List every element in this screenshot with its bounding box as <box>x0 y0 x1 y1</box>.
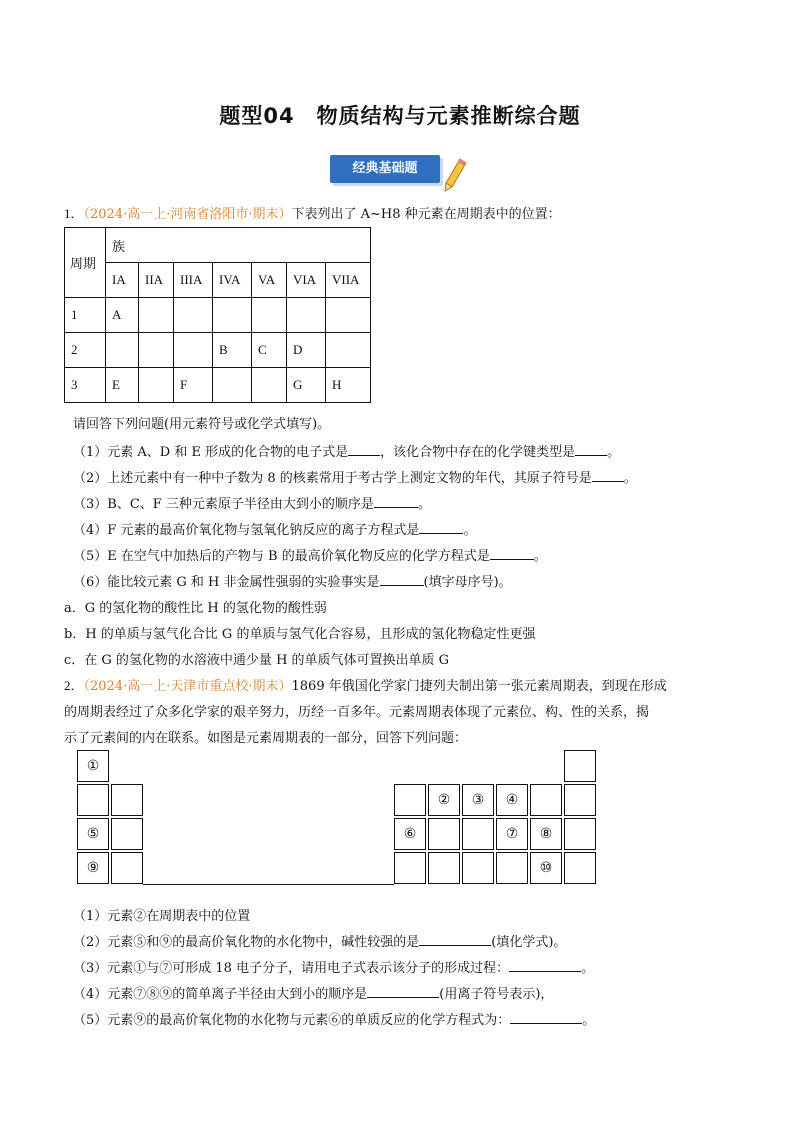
q1-option-b: b．H 的单质与氢气化合比 G 的单质与氢气化合容易，且形成的氢化物稳定性更强 <box>64 627 536 642</box>
element-cell: ⑨ <box>77 852 109 884</box>
element-cell <box>287 298 326 333</box>
group-cell: IIIA <box>174 263 213 298</box>
element-cell <box>174 333 213 368</box>
element-cell <box>530 784 562 816</box>
q1-sub3: （3）B、C、F 三种元素原子半径由大到小的顺序是 。 <box>73 497 431 512</box>
q2-source: （2024·高一上·天津市重点校·期末） <box>83 679 292 694</box>
answer-blank <box>592 469 624 482</box>
q1-periodic-table <box>64 227 371 403</box>
element-cell <box>564 750 596 782</box>
group-cell: IIA <box>139 263 174 298</box>
period-header: 周期 <box>65 228 106 298</box>
badge-label: 经典基础题 <box>330 155 440 183</box>
element-cell: ⑥ <box>394 818 426 850</box>
group-cell: IA <box>106 263 139 298</box>
element-cell <box>213 368 252 403</box>
element-cell <box>564 852 596 884</box>
q2-periodic-table-fragment <box>77 750 599 885</box>
element-cell: H <box>326 368 371 403</box>
element-cell: ③ <box>462 784 494 816</box>
group-cell: VIIA <box>326 263 371 298</box>
group-row <box>65 263 371 298</box>
q1-instruction: 请回答下列问题(用元素符号或化学式填写)。 <box>73 417 331 432</box>
element-cell: E <box>106 368 139 403</box>
q1-header: 1．（2024·高一上·河南省洛阳市·期末）下表列出了 A~H8 种元素在周期表中的位置： <box>64 206 561 222</box>
q2-header: 2．（2024·高一上·天津市重点校·期末）1869 年俄国化学家门捷列夫制出第一张元素周期表，到现在形成 <box>64 678 667 694</box>
pencil-icon <box>442 157 468 193</box>
element-cell: ① <box>77 750 109 782</box>
table-row <box>65 333 371 368</box>
element-cell: C <box>252 333 287 368</box>
element-cell <box>174 298 213 333</box>
period-cell: 2 <box>65 333 106 368</box>
q1-option-c: c．在 G 的氢化物的水溶液中通少量 H 的单质气体可置换出单质 G <box>64 653 450 668</box>
element-cell <box>394 784 426 816</box>
table-baseline <box>143 884 394 885</box>
element-cell: ⑧ <box>530 818 562 850</box>
answer-blank <box>490 547 534 560</box>
q1-sub6: （6）能比较元素 G 和 H 非金属性强弱的实验事实是 (填字母序号)。 <box>73 575 512 590</box>
period-cell: 3 <box>65 368 106 403</box>
element-cell <box>326 298 371 333</box>
element-cell <box>139 298 174 333</box>
section-badge <box>330 155 480 195</box>
answer-blank <box>510 1011 582 1024</box>
q1-intro: 下表列出了 A~H8 种元素在周期表中的位置： <box>291 207 561 222</box>
element-cell: ⑦ <box>496 818 528 850</box>
q2-sub3: （3）元素①与⑦可形成 18 电子分子，请用电子式表示该分子的形成过程： 。 <box>73 961 595 976</box>
q2-intro-line2: 的周期表经过了众多化学家的艰辛努力，历经一百多年。元素周期表体现了元素位、构、性的关系，揭 <box>64 705 650 720</box>
element-cell <box>139 333 174 368</box>
group-header: 族 <box>106 228 371 263</box>
element-cell: ④ <box>496 784 528 816</box>
answer-blank <box>419 933 491 946</box>
q1-sub2: （2）上述元素中有一种中子数为 8 的核素常用于考古学上测定文物的年代，其原子符号是 。 <box>73 471 637 486</box>
group-cell: VA <box>252 263 287 298</box>
element-cell <box>139 368 174 403</box>
q2-sub1: （1）元素②在周期表中的位置 <box>73 909 251 924</box>
element-cell <box>326 333 371 368</box>
group-cell: VIA <box>287 263 326 298</box>
answer-blank <box>348 443 380 456</box>
group-cell: IVA <box>213 263 252 298</box>
answer-blank <box>374 495 418 508</box>
page-title: 题型04 物质结构与元素推断综合题 <box>219 104 581 128</box>
element-cell: F <box>174 368 213 403</box>
answer-blank <box>419 521 463 534</box>
answer-blank <box>380 573 424 586</box>
element-cell <box>77 784 109 816</box>
element-cell: ⑩ <box>530 852 562 884</box>
q1-sub5: （5）E 在空气中加热后的产物与 B 的最高价氧化物反应的化学方程式是 。 <box>73 549 547 564</box>
element-cell <box>252 368 287 403</box>
q2-sub2: （2）元素⑤和⑨的最高价氧化物的水化物中，碱性较强的是 (填化学式)。 <box>73 935 567 950</box>
element-cell <box>564 784 596 816</box>
element-cell: D <box>287 333 326 368</box>
element-cell <box>111 818 143 850</box>
element-cell: G <box>287 368 326 403</box>
element-cell <box>394 852 426 884</box>
element-cell: ⑤ <box>77 818 109 850</box>
element-cell <box>106 333 139 368</box>
answer-blank <box>367 985 439 998</box>
q2-intro-line3: 示了元素间的内在联系。如图是元素周期表的一部分，回答下列问题： <box>64 731 468 746</box>
element-cell <box>252 298 287 333</box>
answer-blank <box>575 443 607 456</box>
q2-sub4: （4）元素⑦⑧⑨的简单离子半径由大到小的顺序是 (用离子符号表示)， <box>73 987 554 1002</box>
element-cell <box>111 784 143 816</box>
answer-blank <box>509 959 581 972</box>
element-cell <box>462 818 494 850</box>
element-cell <box>428 852 460 884</box>
element-cell: B <box>213 333 252 368</box>
q1-source: （2024·高一上·河南省洛阳市·期末） <box>83 207 292 222</box>
element-cell <box>428 818 460 850</box>
element-cell <box>496 852 528 884</box>
q1-sub1: （1）元素 A、D 和 E 形成的化合物的电子式是 ，该化合物中存在的化学键类型是 。 <box>73 445 621 460</box>
element-cell <box>111 852 143 884</box>
element-cell: A <box>106 298 139 333</box>
element-cell <box>213 298 252 333</box>
q1-sub4: （4）F 元素的最高价氧化物与氢氧化钠反应的离子方程式是 。 <box>73 523 477 538</box>
table-row <box>65 368 371 403</box>
element-cell <box>462 852 494 884</box>
table-row <box>65 298 371 333</box>
q2-sub5: （5）元素⑨的最高价氧化物的水化物与元素⑥的单质反应的化学方程式为： 。 <box>73 1013 596 1028</box>
element-cell <box>564 818 596 850</box>
q1-option-a: a．G 的氢化物的酸性比 H 的氢化物的酸性弱 <box>64 601 327 616</box>
period-cell: 1 <box>65 298 106 333</box>
element-cell: ② <box>428 784 460 816</box>
